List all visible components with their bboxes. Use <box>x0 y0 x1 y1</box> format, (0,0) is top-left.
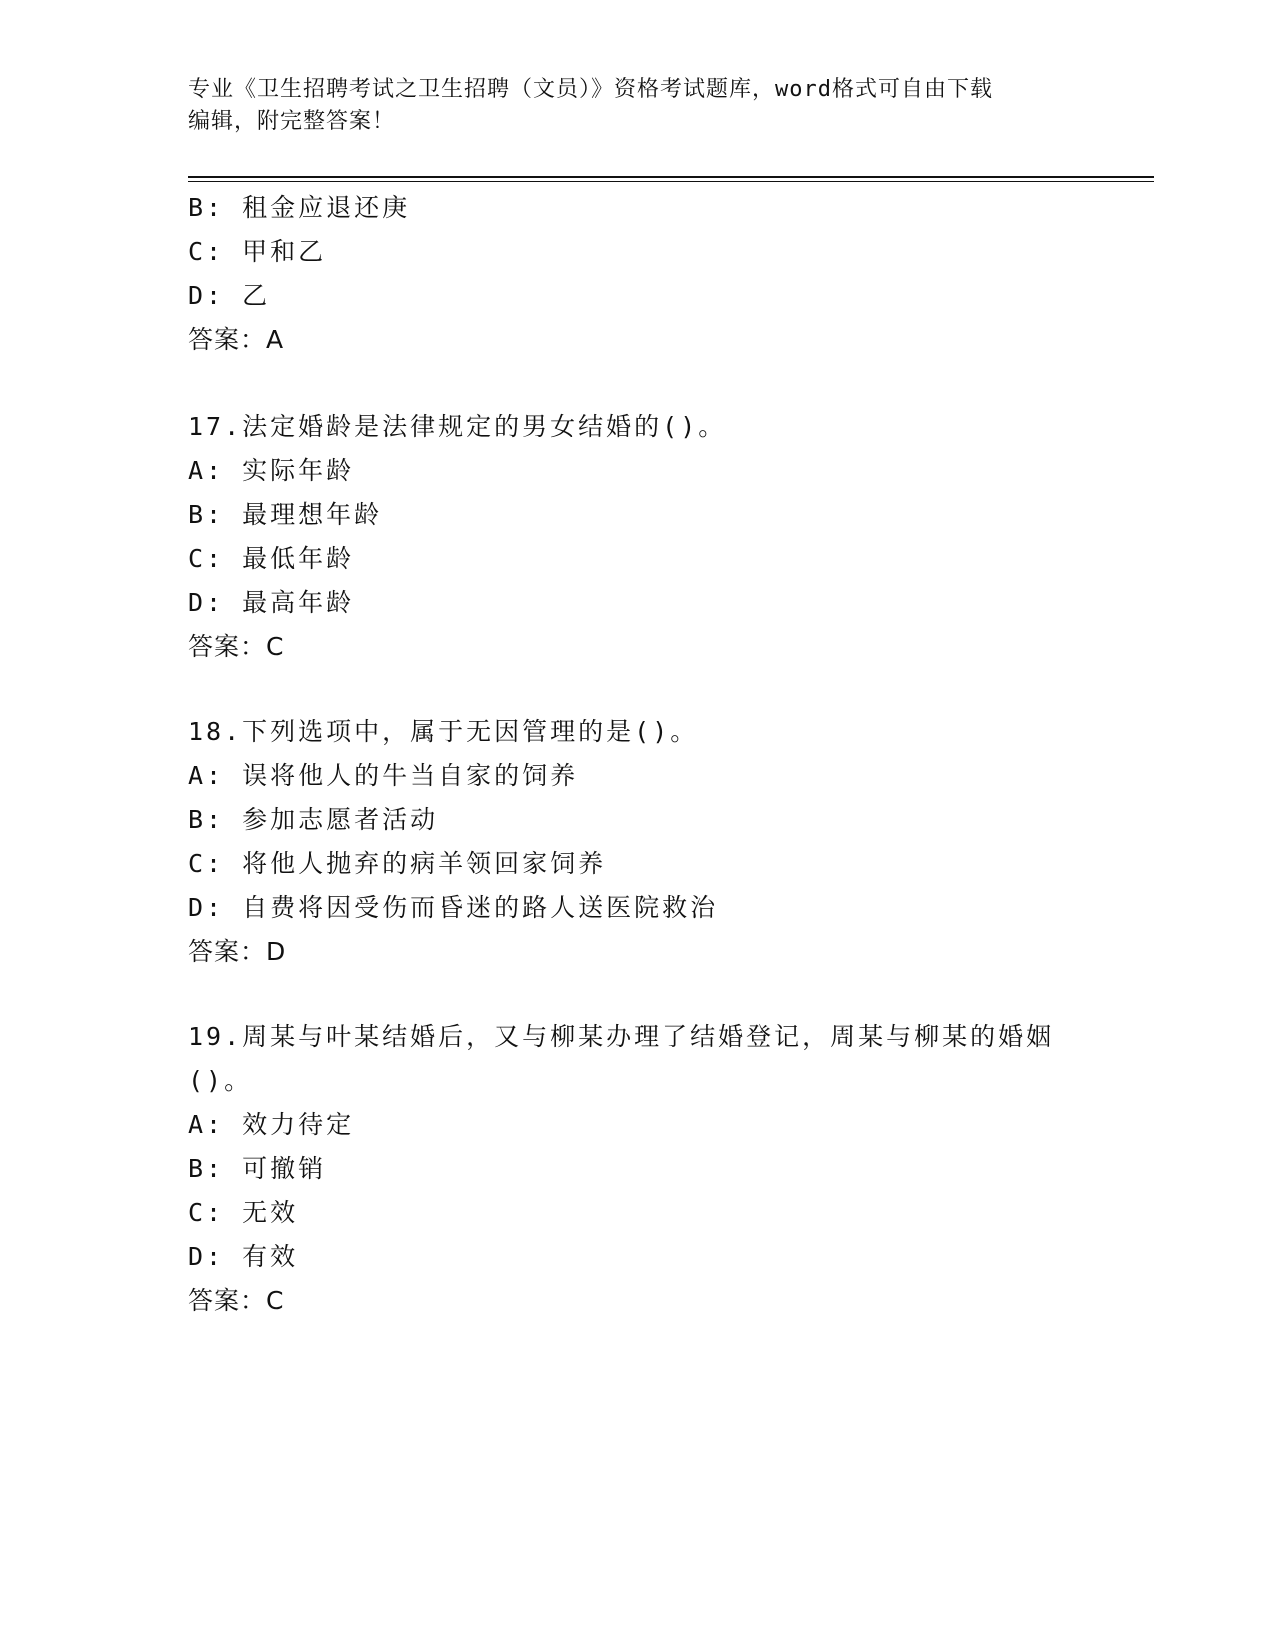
prev-option-d: D: 乙 <box>188 281 271 310</box>
header-line-1: 专业《卫生招聘考试之卫生招聘（文员）》资格考试题库，word格式可自由下载 <box>188 77 993 102</box>
document-header <box>188 74 1088 138</box>
header-line-2: 编辑，附完整答案！ <box>188 109 396 134</box>
q18-answer: 答案：D <box>188 937 287 966</box>
q19-option-c: C: 无效 <box>188 1198 299 1227</box>
q18-option-b: B: 参加志愿者活动 <box>188 805 439 834</box>
header-divider-thin <box>188 181 1154 182</box>
q17-option-d: D: 最高年龄 <box>188 588 355 617</box>
q19-question-line-2: ()。 <box>188 1066 253 1095</box>
q17-question: 17.法定婚龄是法律规定的男女结婚的()。 <box>188 412 727 441</box>
q17-option-c: C: 最低年龄 <box>188 544 355 573</box>
header-divider-thick <box>188 176 1154 178</box>
q17-option-b: B: 最理想年龄 <box>188 500 383 529</box>
q19-option-a: A: 效力待定 <box>188 1110 355 1139</box>
q19-question-line-1: 19.周某与叶某结婚后，又与柳某办理了结婚登记，周某与柳某的婚姻 <box>188 1022 1055 1051</box>
q18-option-d: D: 自费将因受伤而昏迷的路人送医院救治 <box>188 893 719 922</box>
q19-answer: 答案：C <box>188 1286 285 1315</box>
prev-option-c: C: 甲和乙 <box>188 237 327 266</box>
q17-answer: 答案：C <box>188 632 285 661</box>
prev-option-b: B: 租金应退还庚 <box>188 193 411 222</box>
prev-answer: 答案：A <box>188 325 285 354</box>
q18-question: 18.下列选项中，属于无因管理的是()。 <box>188 717 699 746</box>
q18-option-a: A: 误将他人的牛当自家的饲养 <box>188 761 579 790</box>
q19-option-b: B: 可撤销 <box>188 1154 327 1183</box>
q19-option-d: D: 有效 <box>188 1242 299 1271</box>
q17-option-a: A: 实际年龄 <box>188 456 355 485</box>
q18-option-c: C: 将他人抛弃的病羊领回家饲养 <box>188 849 607 878</box>
